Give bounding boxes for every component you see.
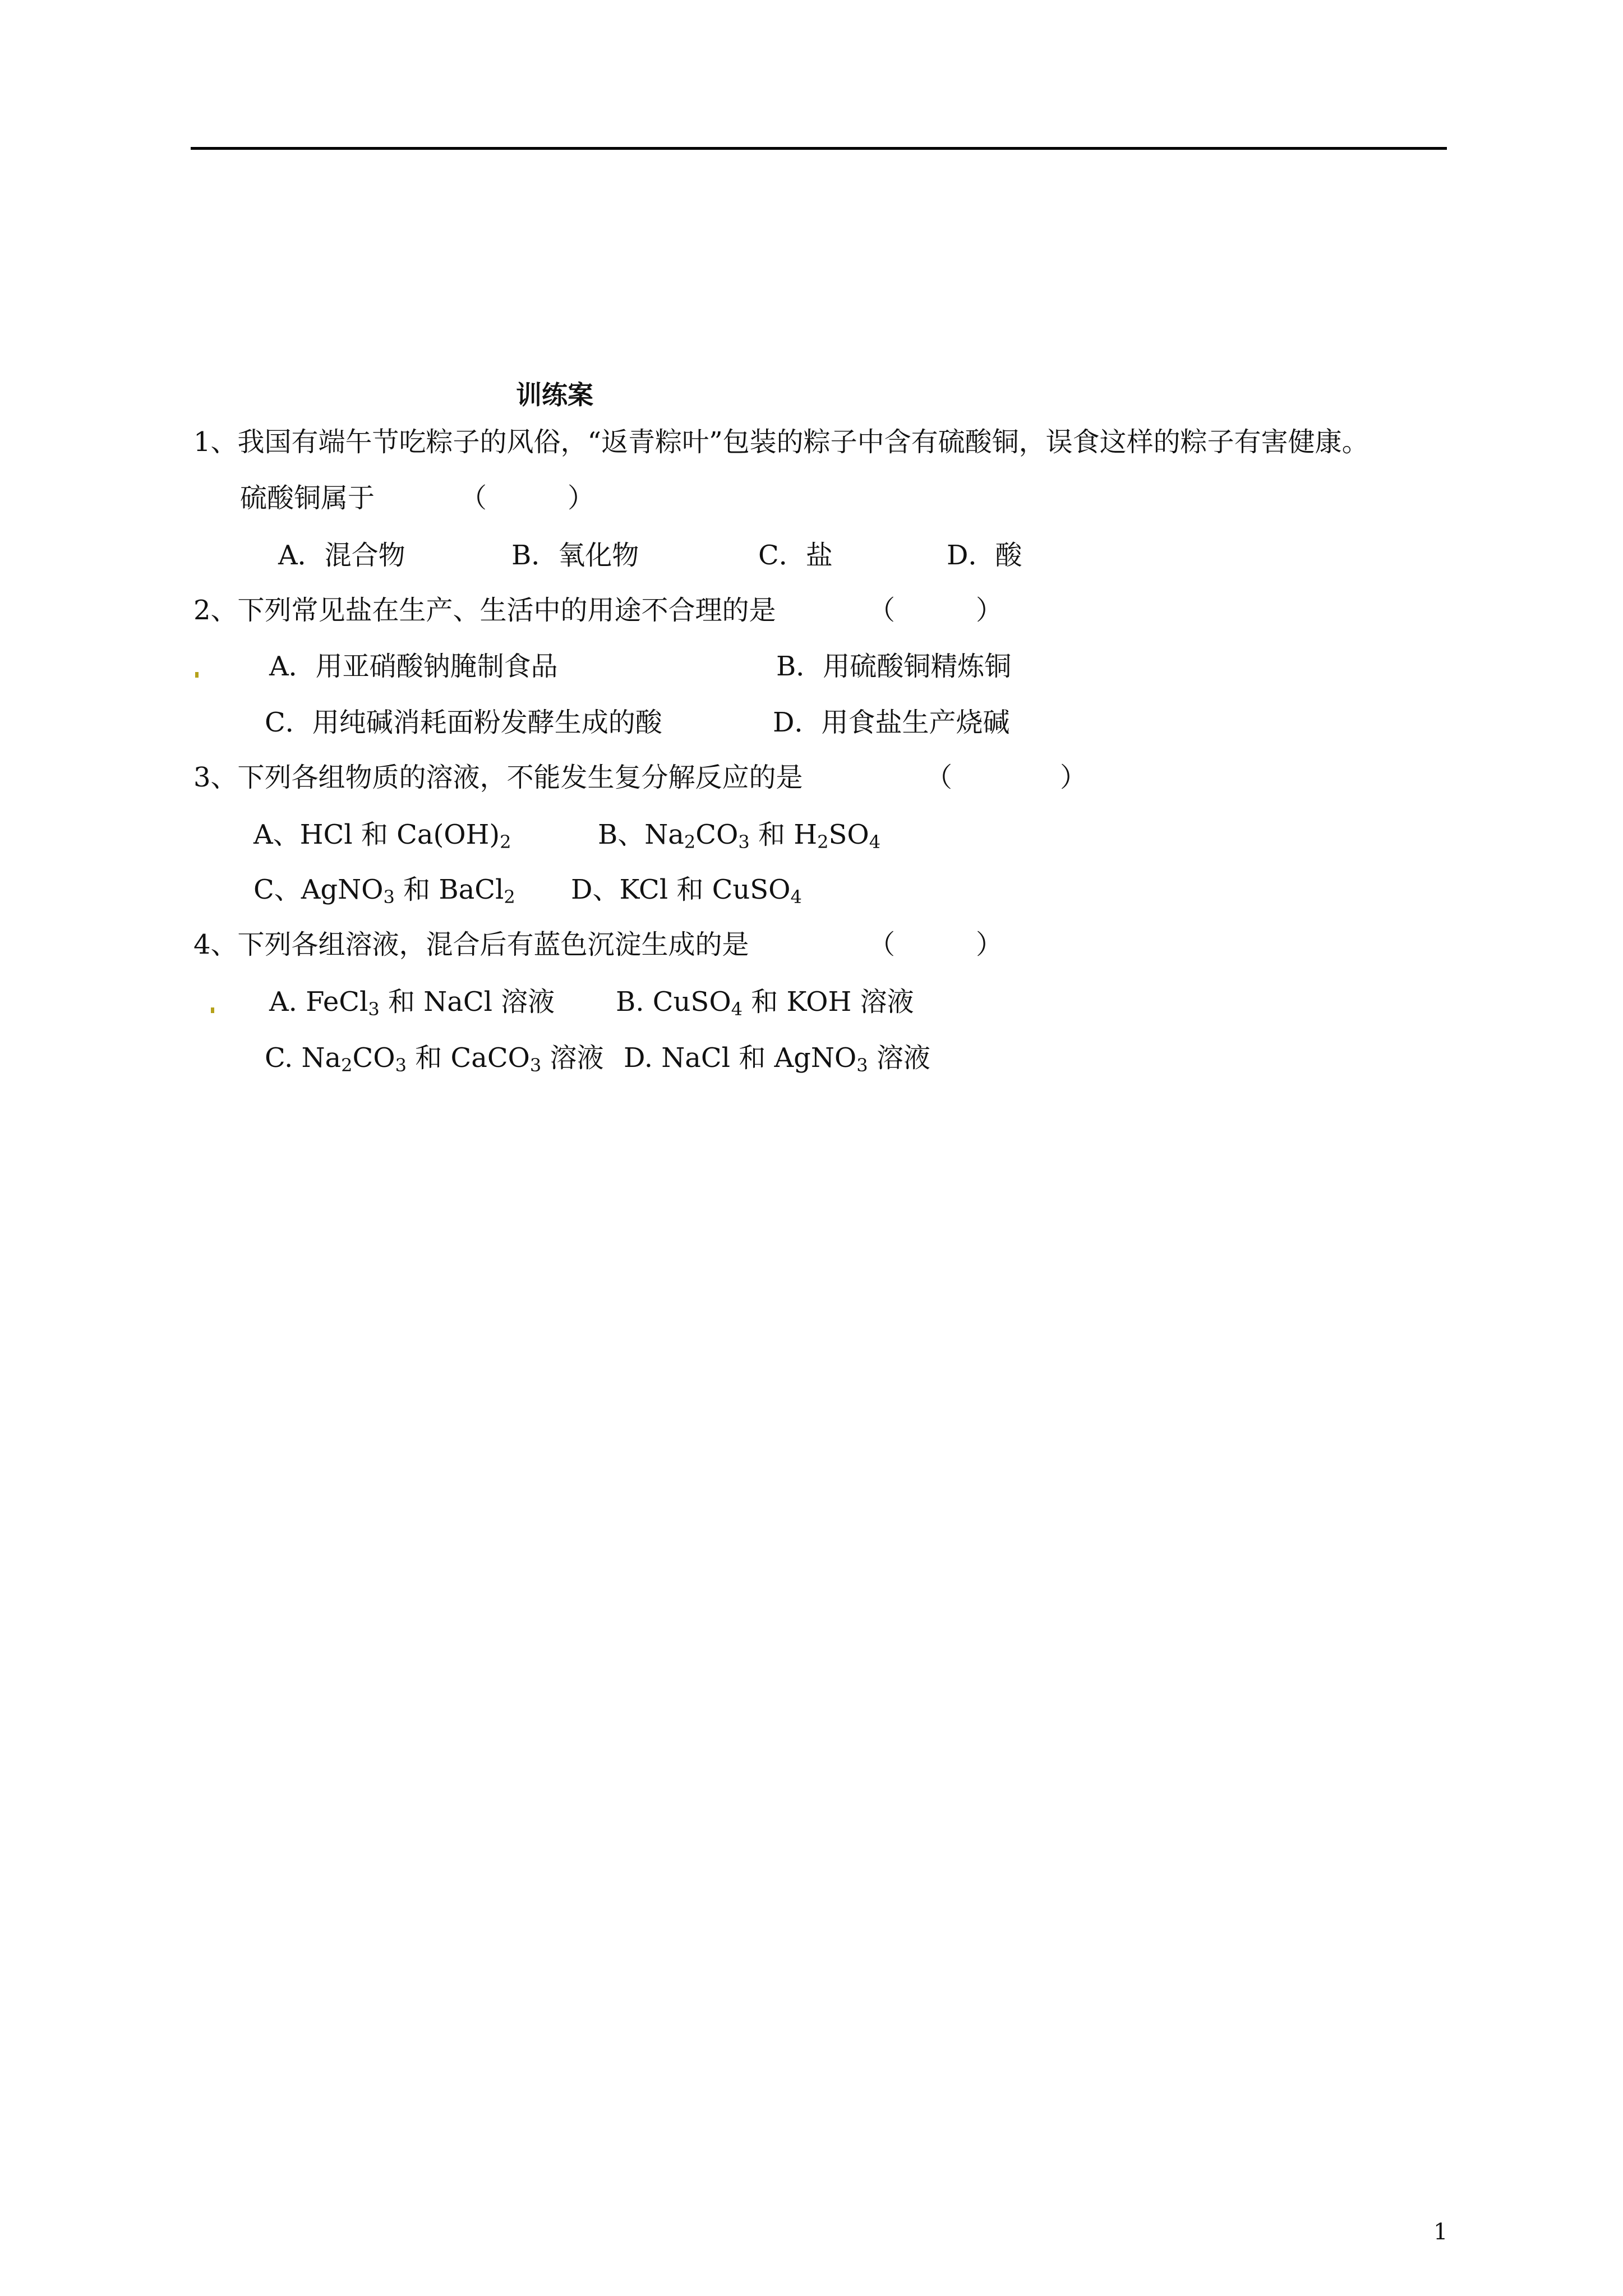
question-4-option-b: B. CuSO$_4$ 和 KOH 溶液	[616, 986, 914, 1020]
question-4-option-d: D. NaCl 和 AgNO$_3$ 溶液	[624, 1042, 930, 1076]
question-2-option-c: C．用纯碱消耗面粉发酵生成的酸	[265, 707, 662, 738]
question-3-option-b: B、$Na_2CO_3$ 和 $H_2SO_4$	[598, 819, 881, 853]
question-4-answer-blank: （ ）	[868, 929, 1003, 960]
question-2-stem: 2、下列常见盐在生产、生活中的用途不合理的是	[193, 595, 776, 626]
question-3-stem: 3、下列各组物质的溶液，不能发生复分解反应的是	[193, 762, 803, 793]
question-2-option-b: B．用硫酸铜精炼铜	[776, 651, 1012, 682]
question-3-option-c: C、AgNO$_3$ 和 BaCl$_2$	[253, 874, 515, 908]
question-4-option-a: A. FeCl$_3$ 和 NaCl 溶液	[269, 986, 555, 1020]
question-1-option-c: C．盐	[758, 540, 833, 571]
question-1-stem: 1、我国有端午节吃粽子的风俗，“返青粽叶”包装的粽子中含有硫酸铜，误食这样的粽子有害健康。	[193, 426, 1369, 458]
question-4-stem: 4、下列各组溶液，混合后有蓝色沉淀生成的是	[193, 929, 749, 960]
question-3-option-a: A、HCl 和 $Ca(OH)_2$	[253, 819, 511, 853]
question-2-option-a: A．用亚硝酸钠腌制食品	[269, 651, 558, 682]
question-1-option-b: B．氧化物	[511, 540, 639, 571]
question-4-option-c: C. $Na_2CO_3$ 和 CaCO$_3$ 溶液	[265, 1042, 604, 1076]
margin-mark	[211, 1007, 214, 1013]
question-1-option-a: A．混合物	[278, 540, 405, 571]
question-1-option-d: D．酸	[947, 540, 1022, 571]
header-rule	[191, 147, 1447, 150]
question-2-option-d: D．用食盐生产烧碱	[773, 707, 1010, 738]
page-number: 1	[1433, 2219, 1448, 2245]
question-2-answer-blank: （ ）	[868, 595, 1003, 626]
question-1-answer-blank: （ ）	[460, 482, 595, 514]
question-1-stem-cont: 硫酸铜属于	[240, 482, 375, 514]
section-title: 训练案	[516, 380, 593, 410]
question-3-answer-blank: （ ）	[925, 762, 1087, 793]
margin-mark	[195, 672, 199, 678]
question-3-option-d: D、KCl 和 CuSO$_4$	[571, 874, 802, 908]
